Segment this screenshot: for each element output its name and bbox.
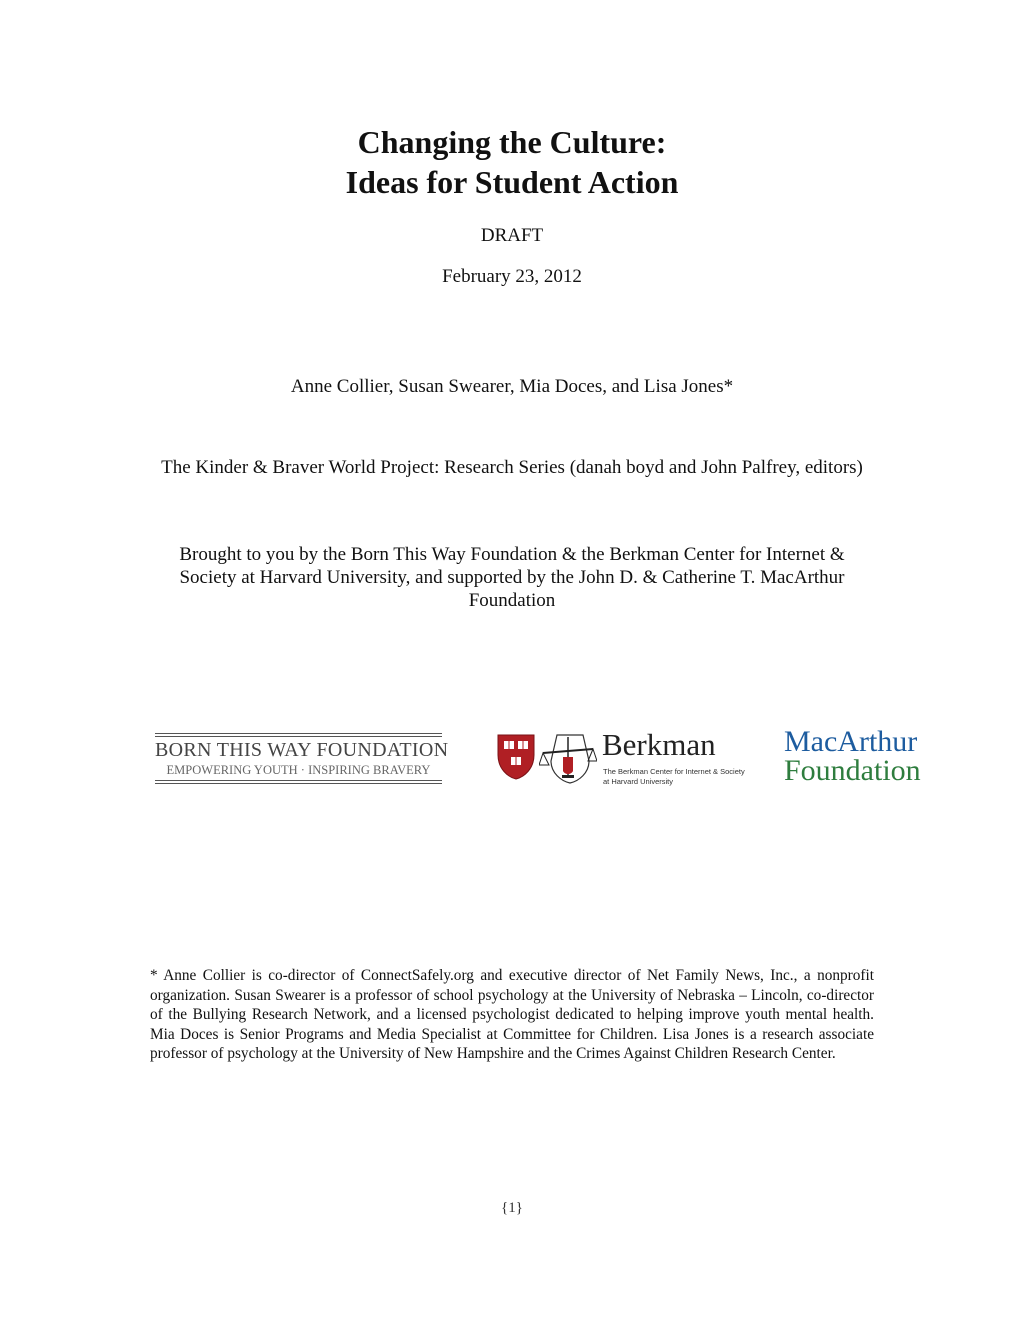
born-this-way-logo [155,733,449,785]
born-this-way-tagline: EMPOWERING YOUTH · INSPIRING BRAVERY [166,763,431,777]
logo-rule [155,783,442,784]
born-this-way-name: BORN THIS WAY FOUNDATION [155,739,449,761]
berkman-logo [496,729,756,789]
author-footnote: * Anne Collier is co-director of ConnectSafely.org and executive director of Net Family News, Inc., a nonprofit organization. Susan Swearer is a professor of school psychology at the University of Nebraska – Lincoln, co-director of the Bullying Research Network, and a licensed psychologist dedicated to helping improve youth mental health. Mia Doces is Senior Programs and Media Specialist at Committee for Children. Lisa Jones is a research associate professor of psychology at the University of New Hampshire and the Crimes Against Children Research Center. [150,967,874,1062]
berkman-subtitle-line-2: at Harvard University [603,777,674,786]
logo-rule [155,780,442,781]
macarthur-logo [784,727,944,791]
document-title [0,122,1024,202]
sponsor-logos [0,725,1024,805]
harvard-shield-icon [496,733,536,781]
document-date: February 23, 2012 [442,266,582,287]
title-line-1: Changing the Culture: [357,124,667,160]
macarthur-line-2: Foundation [784,754,921,787]
credits-line: Brought to you by the Born This Way Foundation & the Berkman Center for Internet & Society at Harvard University, and supported by the John D. & Catherine T. MacArthur Foundation [179,544,845,611]
logo-rule [155,736,442,737]
berkman-subtitle [603,767,745,787]
author-list: Anne Collier, Susan Swearer, Mia Doces, and Lisa Jones* [290,376,734,397]
title-line-2: Ideas for Student Action [345,164,679,200]
series-line: The Kinder & Braver World Project: Research Series (danah boyd and John Palfrey, editors) [161,457,863,478]
berkman-name: Berkman [602,727,716,762]
draft-label: DRAFT [480,225,544,246]
scales-of-justice-icon [539,731,597,785]
logo-rule [155,733,442,734]
page-number: {1} [501,1200,523,1216]
macarthur-line-1: MacArthur [784,725,918,758]
berkman-subtitle-line-1: The Berkman Center for Internet & Society [603,767,745,776]
